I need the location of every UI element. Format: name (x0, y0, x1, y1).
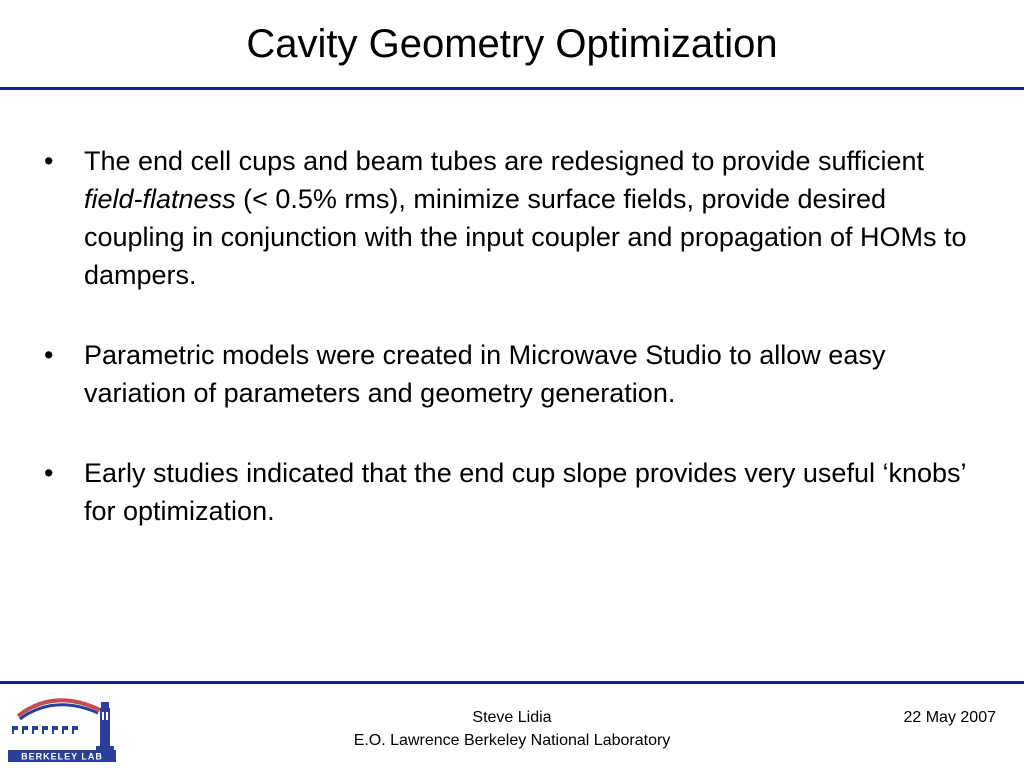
berkeley-lab-logo (4, 688, 126, 766)
slide-title: Cavity Geometry Optimization (246, 22, 778, 66)
bullet-text (84, 146, 967, 290)
bullet-item (40, 142, 980, 294)
bullet-list (40, 142, 980, 572)
bullet-item (40, 454, 980, 530)
logo-graphic (4, 688, 126, 766)
bullet-marker: • (44, 340, 54, 370)
presenter-name: Steve Lidia (472, 709, 552, 726)
svg-text:BERKELEY LAB: BERKELEY LAB (21, 751, 103, 762)
bullet-text-part: (< 0.5% rms), minimize surface fields, provide desired coupling in conjunction with the input coupler and propagation of HOMs to dampers. (84, 184, 967, 290)
bullet-marker: • (44, 458, 54, 488)
footer-divider (0, 681, 1024, 684)
bullet-text-part: The end cell cups and beam tubes are redesigned to provide sufficient (84, 146, 925, 176)
bullet-marker: • (44, 146, 54, 176)
bullet-text: Parametric models were created in Microwave Studio to allow easy variation of parameters and geometry generation. (84, 340, 886, 408)
bullet-item (40, 336, 980, 412)
presentation-date: 22 May 2007 (903, 709, 996, 726)
bullet-emphasis: field-flatness (84, 184, 236, 214)
organization-name: E.O. Lawrence Berkeley National Laboratory (353, 732, 671, 749)
title-divider (0, 87, 1024, 90)
bullet-text: Early studies indicated that the end cup slope provides very useful ‘knobs’ for optimization. (84, 458, 966, 526)
footer-credits (262, 706, 762, 752)
